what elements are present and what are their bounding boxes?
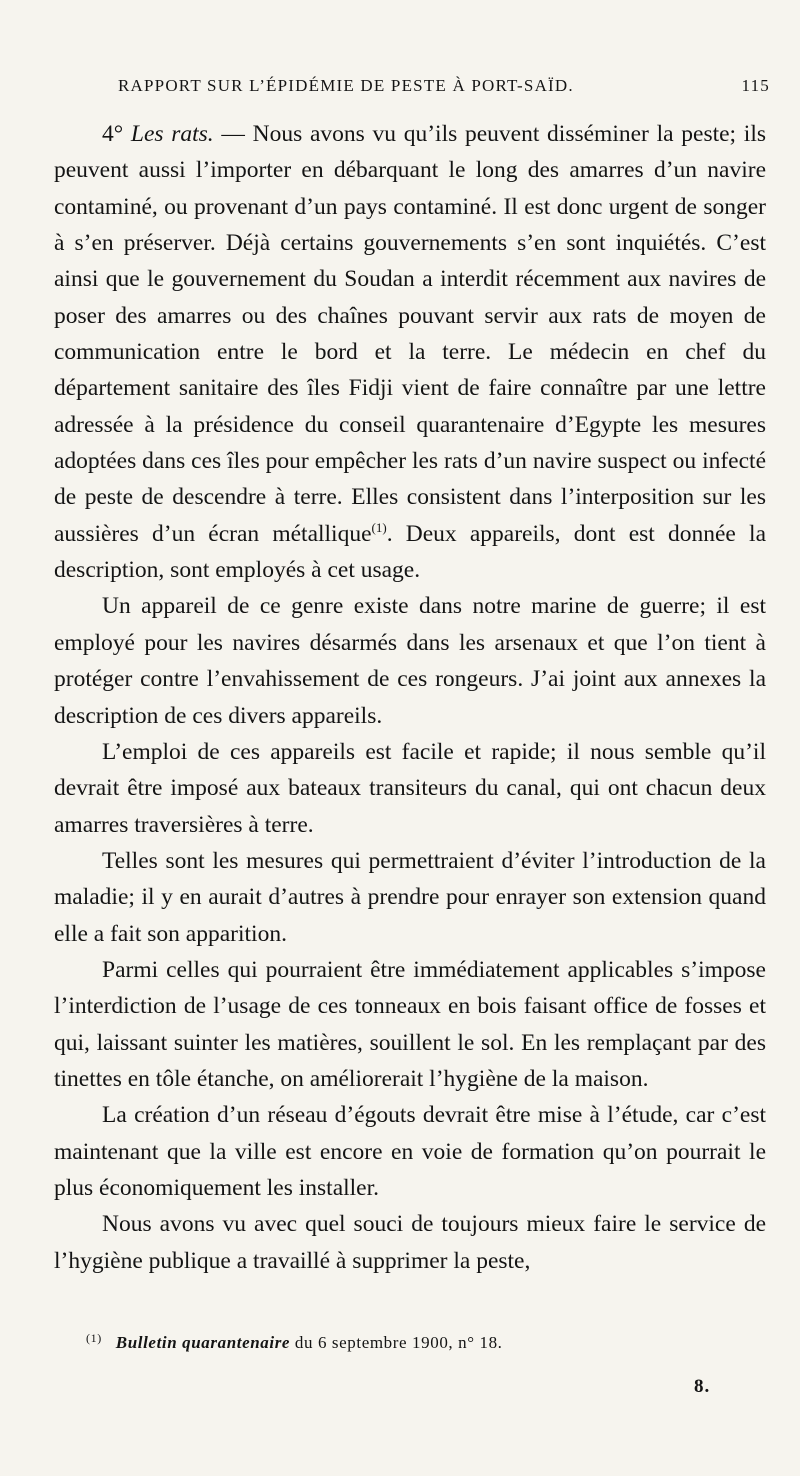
footnote-source-title: Bulletin quarantenaire	[115, 1333, 291, 1352]
page-number: 115	[741, 76, 770, 95]
signature-mark: 8.	[694, 1376, 711, 1397]
paragraph: Nous avons vu avec quel souci de toujours mieux faire le service de l’hygiène publique a travaillé à supprimer la peste,	[54, 1211, 766, 1274]
paragraph-text: — Nous avons vu qu’ils peuvent disséminer la peste; ils peuvent aussi l’importer en débarquant le long des amarres d’un navire contaminé, ou provenant d’un pays contaminé. Il est donc urgent de songer à s’en préserver. Déjà certains gouvernements s’en sont inquiétés. C’est ainsi que le gouvernement du Soudan a interdit récemment aux navires de poser des amarres ou des chaînes pouvant servir aux rats de moyen de communication entre le bord et la terre. Le médecin en chef du département sanitaire des îles Fidji vient de faire connaître par une lettre adressée à la présidence du conseil quarantenaire d’Egypte les mesures adoptées dans ces îles pour empêcher les rats d’un navire suspect ou infecté de peste de descendre à terre. Elles consistent dans l’interposition sur les aussières d’un écran métallique	[54, 121, 767, 547]
footnote-mark: (1)	[86, 1331, 102, 1345]
running-title: RAPPORT SUR L’ÉPIDÉMIE DE PESTE À PORT-SAÏD.	[118, 76, 574, 95]
paragraph: La création d’un réseau d’égouts devrait être mise à l’étude, car c’est maintenant que la ville est encore en voie de formation qu’on pourrait le plus économiquement les installer.	[54, 1102, 766, 1201]
running-header	[118, 76, 770, 96]
section-number: 4°	[102, 121, 131, 147]
paragraph: Telles sont les mesures qui permettraient d’éviter l’introduction de la maladie; il y en aurait d’autres à prendre pour enrayer son extension quand elle a fait son apparition.	[54, 847, 766, 947]
body-text	[54, 116, 766, 1279]
footnote-reference: (1)	[371, 519, 387, 535]
paragraph: L’emploi de ces appareils est facile et rapide; il nous semble qu’il devrait être imposé aux bateaux transiteurs du canal, qui ont chacun deux amarres traversières à terre.	[54, 738, 766, 838]
paragraph-text: . Deux appareils, dont est donnée la description, sont employés à cet usage.	[54, 520, 766, 584]
paragraph	[54, 116, 766, 588]
footnote-text: du 6 septembre 1900, n° 18.	[290, 1333, 503, 1352]
paragraph: Parmi celles qui pourraient être immédiatement applicables s’impose l’interdiction de l’usage de ces tonneaux en bois faisant office de fosses et qui, laissant suinter les matières, souillent le sol. En les remplaçant par des tinettes en tôle étanche, on améliorerait l’hygiène de la maison.	[54, 956, 766, 1092]
section-heading: Les rats.	[130, 121, 214, 147]
footnote	[86, 1331, 766, 1353]
paragraph: Un appareil de ce genre existe dans notre marine de guerre; il est employé pour les navires désarmés dans les arsenaux et que l’on tient à protéger contre l’envahissement de ces rongeurs. J’ai joint aux annexes la description de ces divers appareils.	[54, 593, 766, 729]
